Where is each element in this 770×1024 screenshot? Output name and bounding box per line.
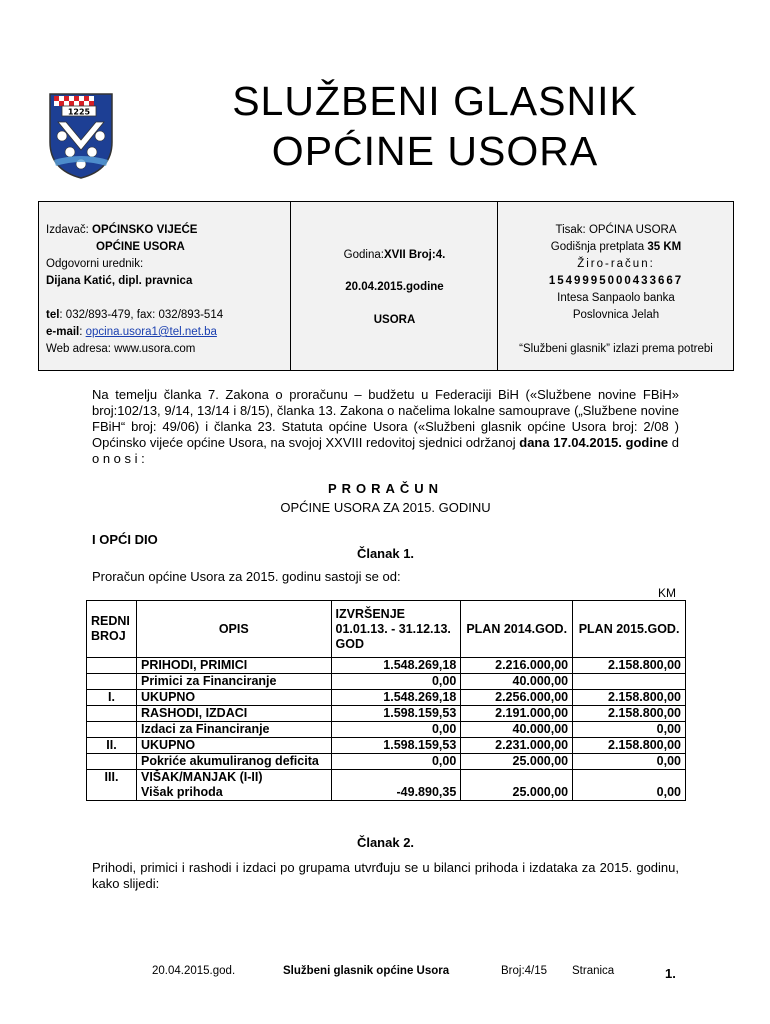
session-date: dana 17.04.2015. godine bbox=[519, 435, 669, 450]
editor-name: Dijana Katić, dipl. pravnica bbox=[46, 275, 193, 287]
email-separator: : bbox=[79, 326, 86, 338]
print-label: Tisak: OPĆINA USORA bbox=[555, 224, 677, 236]
row-plan-2015: 0,00 bbox=[573, 754, 686, 770]
header-plan-2014: PLAN 2014.GOD. bbox=[461, 601, 573, 658]
tel-label: tel bbox=[46, 309, 60, 321]
publication-note: “Službeni glasnik” izlazi prema potrebi bbox=[519, 343, 713, 355]
row-plan-2014: 2.191.000,00 bbox=[461, 706, 573, 722]
row-ordinal: I. bbox=[87, 690, 137, 706]
gazette-title: SLUŽBENI GLASNIK bbox=[232, 78, 638, 124]
table-row bbox=[87, 706, 686, 722]
row-ordinal bbox=[87, 658, 137, 674]
row-description: RASHODI, IZDACI bbox=[136, 706, 331, 722]
preamble-text: Na temelju članka 7. Zakona o proračunu – budžetu u Federaciji BiH («Službene novine FBiH» broj:102/13, 9/14, 13/14 i 8/15), članka 13. Zakona o načelima lokalne samouprave („Službene novine FBiH“ broj: 49/06) i članka 23. Statuta općine Usora («Službeni glasnik općine Usora broj: 2/08 ) Općinsko vijeće općine Usora, na svojoj XXVIII redovitoj sjednici održanoj bbox=[92, 387, 679, 450]
row-description: PRIHODI, PRIMICI bbox=[136, 658, 331, 674]
article-2-text: Prihodi, primici i rashodi i izdaci po grupama utvrđuju se u bilanci prihoda i izdataka za 2015. godinu, kako slijedi: bbox=[92, 860, 679, 891]
row-execution: 1.548.269,18 bbox=[331, 658, 461, 674]
row-execution: -49.890,35 bbox=[331, 770, 461, 801]
bank-name: Intesa Sanpaolo banka bbox=[557, 292, 675, 304]
row-ordinal bbox=[87, 722, 137, 738]
publisher-label: Izdavač: bbox=[46, 224, 93, 236]
preamble-paragraph bbox=[92, 387, 679, 467]
publisher-name: OPĆINSKO VIJEĆE bbox=[92, 224, 198, 236]
issue-place: USORA bbox=[373, 314, 416, 326]
tel-value: : 032/893-479, fax: 032/893-514 bbox=[59, 309, 224, 321]
crest-year: 1225 bbox=[67, 107, 91, 117]
row-ordinal bbox=[87, 674, 137, 690]
row-description-line2: Višak prihoda bbox=[140, 785, 223, 799]
row-plan-2015 bbox=[573, 674, 686, 690]
table-row bbox=[87, 754, 686, 770]
table-row bbox=[87, 722, 686, 738]
account-label: Žiro-račun: bbox=[577, 258, 655, 270]
row-ordinal bbox=[87, 754, 137, 770]
row-plan-2014: 25.000,00 bbox=[461, 770, 573, 801]
row-plan-2015: 0,00 bbox=[573, 722, 686, 738]
row-description: Izdaci za Financiranje bbox=[136, 722, 331, 738]
row-description: UKUPNO bbox=[136, 738, 331, 754]
table-row bbox=[87, 738, 686, 754]
row-execution: 0,00 bbox=[331, 674, 461, 690]
table-row bbox=[87, 690, 686, 706]
row-description: Pokriće akumuliranog deficita bbox=[136, 754, 331, 770]
document-title: PRORAČUN bbox=[327, 481, 444, 496]
footer-date: 20.04.2015.god. bbox=[152, 965, 236, 977]
row-description: Primici za Financiranje bbox=[136, 674, 331, 690]
row-plan-2014: 40.000,00 bbox=[461, 674, 573, 690]
row-ordinal: II. bbox=[87, 738, 137, 754]
table-row bbox=[87, 674, 686, 690]
email-link[interactable]: opcina.usora1@tel.net.ba bbox=[85, 326, 217, 338]
email-label: e-mail bbox=[46, 326, 80, 338]
municipality-crest-icon bbox=[48, 92, 114, 180]
section-heading: I OPĆI DIO bbox=[92, 532, 158, 547]
issue-column bbox=[291, 202, 498, 370]
article-1-heading: Članak 1. bbox=[356, 546, 415, 561]
row-execution: 1.598.159,53 bbox=[331, 738, 461, 754]
row-ordinal bbox=[87, 706, 137, 722]
row-plan-2014: 2.216.000,00 bbox=[461, 658, 573, 674]
row-plan-2014: 2.256.000,00 bbox=[461, 690, 573, 706]
document-subtitle: OPĆINE USORA ZA 2015. GODINU bbox=[280, 500, 491, 515]
article-1-text: Proračun općine Usora za 2015. godinu sastoji se od: bbox=[92, 569, 401, 584]
footer-page-label: Stranica bbox=[572, 965, 615, 977]
table-row bbox=[87, 770, 686, 801]
issue-date: 20.04.2015.godine bbox=[345, 281, 444, 293]
table-row bbox=[87, 658, 686, 674]
currency-label: KM bbox=[658, 586, 676, 600]
row-plan-2014: 40.000,00 bbox=[461, 722, 573, 738]
budget-summary-table bbox=[86, 600, 686, 801]
masthead-info-box bbox=[38, 201, 734, 371]
web-address: Web adresa: www.usora.com bbox=[46, 343, 196, 355]
table-header-row bbox=[87, 601, 686, 658]
row-ordinal: III. bbox=[87, 770, 137, 801]
header-execution: IZVRŠENJE 01.01.13. - 31.12.13. GOD bbox=[331, 601, 461, 658]
row-execution: 0,00 bbox=[331, 722, 461, 738]
header-ordinal: REDNI BROJ bbox=[87, 601, 137, 658]
editor-label: Odgovorni urednik: bbox=[46, 258, 144, 270]
row-plan-2015: 0,00 bbox=[573, 770, 686, 801]
row-description bbox=[136, 770, 331, 801]
row-plan-2015: 2.158.800,00 bbox=[573, 738, 686, 754]
preamble-tail: d o n o s i : bbox=[92, 435, 680, 466]
row-plan-2015: 2.158.800,00 bbox=[573, 690, 686, 706]
header-plan-2015: PLAN 2015.GOD. bbox=[573, 601, 686, 658]
bank-branch: Poslovnica Jelah bbox=[572, 309, 660, 321]
row-execution: 1.598.159,53 bbox=[331, 706, 461, 722]
footer-publication: Službeni glasnik općine Usora bbox=[283, 965, 450, 977]
subscription-value: 35 KM bbox=[647, 241, 682, 253]
account-number: 1549995000433667 bbox=[548, 275, 684, 287]
publisher-column bbox=[39, 202, 291, 370]
subscription-label: Godišnja pretplata bbox=[550, 241, 648, 253]
row-plan-2014: 2.231.000,00 bbox=[461, 738, 573, 754]
row-description-line1: VIŠAK/MANJAK (I-II) bbox=[140, 770, 263, 784]
year-label: Godina: bbox=[343, 249, 384, 261]
year-issue: XVII Broj:4. bbox=[383, 249, 446, 261]
page-number: 1. bbox=[665, 966, 676, 981]
row-execution: 0,00 bbox=[331, 754, 461, 770]
row-plan-2015: 2.158.800,00 bbox=[573, 658, 686, 674]
header-description: OPIS bbox=[136, 601, 331, 658]
footer-issue: Broj:4/15 bbox=[501, 965, 548, 977]
gazette-title-municipality: OPĆINE USORA bbox=[271, 128, 599, 174]
row-execution: 1.548.269,18 bbox=[331, 690, 461, 706]
print-column bbox=[498, 202, 734, 370]
row-description: UKUPNO bbox=[136, 690, 331, 706]
row-plan-2014: 25.000,00 bbox=[461, 754, 573, 770]
article-2-heading: Članak 2. bbox=[356, 835, 415, 850]
publisher-name-line2: OPĆINE USORA bbox=[96, 241, 185, 253]
row-plan-2015: 2.158.800,00 bbox=[573, 706, 686, 722]
